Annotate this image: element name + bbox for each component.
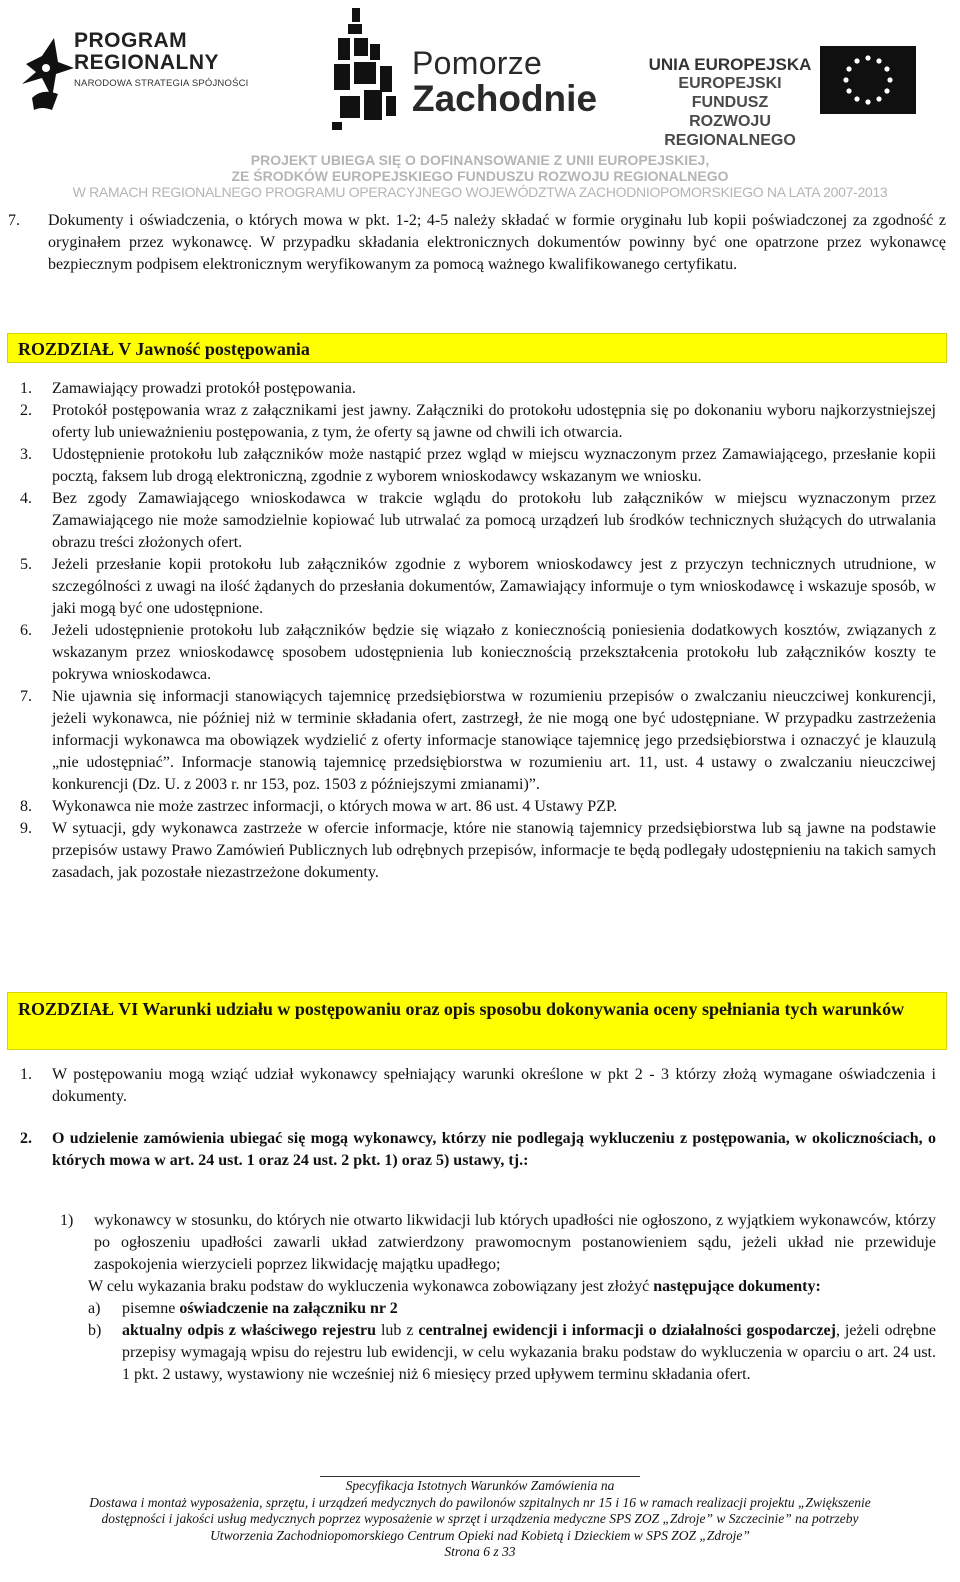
list-item	[20, 620, 936, 686]
list-item-number: 5.	[20, 556, 32, 573]
program-logo-line1: PROGRAM	[74, 29, 188, 52]
list-item-letter: b)	[88, 1322, 102, 1339]
section-v-heading: ROZDZIAŁ V Jawność postępowania	[7, 333, 947, 363]
list-item-number: 3.	[20, 446, 32, 463]
list-item-number: 8.	[20, 798, 32, 815]
list-item-emphasis: centralnej ewidencji i informacji o działalności gospodarczej	[418, 1322, 836, 1339]
list-item-text: Zamawiający prowadzi protokół postępowania.	[52, 380, 356, 397]
eu-flag-icon	[820, 46, 916, 114]
footer-line4: Utworzenia Zachodniopomorskiego Centrum Opieki nad Kobietą i Dzieckiem w SPS ZOZ „Zdroje”	[210, 1527, 750, 1543]
list-item-number: 9.	[20, 820, 32, 837]
eu-logo-line1: UNIA EUROPEJSKA	[648, 55, 812, 74]
section-v-list	[20, 378, 936, 884]
list-item-text: Jeżeli przesłanie kopii protokołu lub załączników zgodnie z wyborem wnioskodawcy jest z przyczyn technicznych utrudnione, w szczególności z uwagi na ilość żądanych do przesłania dokumentów, Zamawiający informuje o tym wnioskodawcę i wskazuje sposób, w jaki mogą być one udostępnione.	[52, 556, 936, 617]
project-funding-note	[0, 152, 960, 200]
pomorze-logo-text	[412, 46, 597, 118]
list-item-text: W postępowaniu mogą wziąć udział wykonawcy spełniający warunki określone w pkt 2 - 3 którzy złożą wymagane oświadczenia i dokumenty.	[52, 1066, 936, 1105]
eu-logo-text	[640, 56, 820, 150]
list-item-text: Jeżeli udostępnienie protokołu lub załączników będzie się wiązało z koniecznością poniesienia dodatkowych kosztów, związanych z wskazanym przez wnioskodawcę sposobem udostępnienia lub koniecznością przekształcenia protokołu lub załączników koszty te pokrywa wnioskodawca.	[52, 622, 936, 683]
list-item-number: 2.	[20, 1130, 32, 1147]
list-item	[88, 1320, 936, 1386]
list-item-text: lub z	[376, 1322, 419, 1339]
list-item	[20, 686, 936, 796]
list-item-text: Wykonawca nie może zastrzec informacji, o których mowa w art. 86 ust. 4 Ustawy PZP.	[52, 798, 618, 815]
list-item	[20, 1128, 936, 1172]
footer-line3: dostępności i jakości usług medycznych poprzez wyposażenie w sprzęt i urządzenia medyczne SPS ZOZ „Zdroje” w Szczecinie” na potrzeby	[101, 1511, 859, 1526]
list-item-text: O udzielenie zamówienia ubiegać się mogą wykonawcy, którzy nie podlegają wykluczeniu z postępowania, w okolicznościach, o których mowa w art. 24 ust. 1 oraz 24 ust. 2 pkt. 1) oraz 5) ustawy, tj.:	[52, 1130, 936, 1169]
eu-logo-line2: EUROPEJSKI FUNDUSZ	[678, 75, 782, 111]
list-item	[20, 818, 936, 884]
list-item-emphasis: oświadczenie na załączniku nr 2	[179, 1300, 398, 1317]
footer-line1: Specyfikacja Istotnych Warunków Zamówienia na	[345, 1478, 615, 1493]
required-documents-emphasis: następujące dokumenty:	[653, 1278, 821, 1295]
intro-item-number: 7.	[8, 212, 20, 229]
list-item-text: Bez zgody Zamawiającego wnioskodawca w trakcie wglądu do protokołu lub załączników w miejscu wyznaczonym przez Zamawiającego nie może samodzielnie kopiować lub utrwalać za pomocą urządzeń lub środków technicznych służących do utrwalania obrazu treści złożonych ofert.	[52, 490, 936, 551]
list-item-number: 2.	[20, 402, 32, 419]
pomorze-logo-line2: Zachodnie	[412, 78, 598, 119]
page-number: Strona 6 z 33	[444, 1544, 516, 1559]
program-logo-text	[74, 30, 249, 89]
list-item-number: 7.	[20, 688, 32, 705]
exclusion-subitem-1	[60, 1210, 936, 1386]
section-vi-list	[20, 1064, 936, 1172]
project-note-line1: PROJEKT UBIEGA SIĘ O DOFINANSOWANIE Z UNII EUROPEJSKIEJ,	[250, 152, 710, 168]
list-item-number: 1.	[20, 380, 32, 397]
required-documents-list	[88, 1298, 936, 1386]
footer-line2: Dostawa i montaż wyposażenia, sprzętu, i urządzeń medycznych do pawilonów szpitalnych nr 15 i 16 w ramach realizacji projektu „Zwiększenie	[89, 1494, 871, 1510]
program-logo-line3: NARODOWA STRATEGIA SPÓJNOŚCI	[74, 78, 249, 89]
footer-divider	[320, 1476, 640, 1477]
list-item	[20, 1064, 936, 1108]
list-item-number: 1.	[20, 1066, 32, 1083]
list-item-text: Protokół postępowania wraz z załącznikami jest jawny. Załączniki do protokołu udostępnia się po dokonaniu wyboru najkorzystniejszej oferty lub unieważnieniu postępowania, z tym, że oferty są jawne od chwili ich otwarcia.	[52, 402, 936, 441]
program-logo-line2: REGIONALNY	[74, 51, 220, 74]
list-item-text: pisemne	[122, 1300, 180, 1317]
sub-item-number: 1)	[60, 1212, 74, 1229]
list-item	[20, 554, 936, 620]
list-item	[20, 378, 936, 400]
list-item	[20, 400, 936, 444]
required-documents-text: W celu wykazania braku podstaw do wykluczenia wykonawca zobowiązany jest złożyć	[88, 1278, 654, 1295]
eu-logo-line3: ROZWOJU REGIONALNEGO	[664, 113, 796, 149]
required-documents-intro	[88, 1276, 936, 1298]
list-item-text: W sytuacji, gdy wykonawca zastrzeże w ofercie informacje, które nie stanowią tajemnicy przedsiębiorstwa lub są jawne na podstawie przepisów ustawy Prawo Zamówień Publicznych lub odrębnych przepisów, informacje te będą podlegały udostępnieniu na takich samych zasadach, jak pozostałe niezastrzeżone dokumenty.	[52, 820, 936, 881]
list-item	[20, 444, 936, 488]
section-vi-heading: ROZDZIAŁ VI Warunki udziału w postępowaniu oraz opis sposobu dokonywania oceny spełniania tych warunków	[7, 992, 947, 1050]
page-header	[0, 0, 960, 200]
intro-item-text: Dokumenty i oświadczenia, o których mowa w pkt. 1-2; 4-5 należy składać w formie oryginału lub kopii poświadczonej za zgodność z oryginałem przez wykonawcę. W przypadku składania elektronicznych dokumentów powinny być one opatrzone przez wykonawcę bezpiecznym podpisem elektronicznym weryfikowanym za pomocą ważnego kwalifikowanego certyfikatu.	[48, 212, 946, 273]
sub-list-item	[60, 1210, 936, 1276]
list-item-text: Nie ujawnia się informacji stanowiących tajemnicę przedsiębiorstwa w rozumieniu przepisów o zwalczaniu nieuczciwej konkurencji, jeżeli wykonawca, nie później niż w terminie składania ofert, zastrzegł, że nie mogą one być udostępniane. W przypadku zastrzeżenia informacji wykonawca ma obowiązek wydzielić z oferty informacje stanowiące tajemnicę jego przedsiębiorstwa i oznaczyć je klauzulą „nie udostępniać”. Informacje stanowią tajemnicę przedsiębiorstwa w rozumieniu art. 11, ust. 4 ustawy o zwalczaniu nieuczciwej konkurencji (Dz. U. z 2003 r. nr 153, poz. 1503 z późniejszymi zmianami)”.	[52, 688, 936, 793]
intro-item-7	[8, 210, 946, 276]
list-item-number: 4.	[20, 490, 32, 507]
list-item	[20, 796, 936, 818]
list-item	[20, 488, 936, 554]
project-note-line2: ZE ŚRODKÓW EUROPEJSKIEGO FUNDUSZU ROZWOJU REGIONALNEGO	[231, 168, 729, 184]
sub-item-text: wykonawcy w stosunku, do których nie otwarto likwidacji lub których upadłości nie ogłoszono, z wyjątkiem wykonawców, którzy po ogłoszeniu upadłości zawarli układ zatwierdzony prawomocnym postanowieniem sądu, jeżeli układ nie przewiduje zaspokojenia wierzycieli poprzez likwidację majątku upadłego;	[94, 1212, 936, 1273]
list-item-text: Udostępnienie protokołu lub załączników może nastąpić przez wgląd w miejscu wyznaczonym przez Zamawiającego, przesłanie kopii pocztą, faksem lub drogą elektroniczną, zgodnie z wyborem wnioskodawcy wskazanym we wniosku.	[52, 446, 936, 485]
pomorze-logo-line1: Pomorze	[412, 45, 543, 81]
list-item	[88, 1298, 936, 1320]
list-item-emphasis: aktualny odpis z właściwego rejestru	[122, 1322, 377, 1339]
list-item-number: 6.	[20, 622, 32, 639]
page-footer	[0, 1478, 960, 1561]
list-item-letter: a)	[88, 1300, 101, 1317]
project-note-line3: W RAMACH REGIONALNEGO PROGRAMU OPERACYJNEGO WOJEWÓDZTWA ZACHODNIOPOMORSKIEGO NA LATA 2007-2013	[72, 184, 888, 200]
list-item-text: , jeżeli odrębne przepisy wymagają wpisu do rejestru lub ewidencji, w celu wykazania braku podstaw do wykluczenia w oparciu o art. 24 ust. 1 pkt. 2 ustawy, wystawiony nie wcześniej niż 6 miesięcy przed upływem terminu składania ofert.	[122, 1322, 936, 1383]
